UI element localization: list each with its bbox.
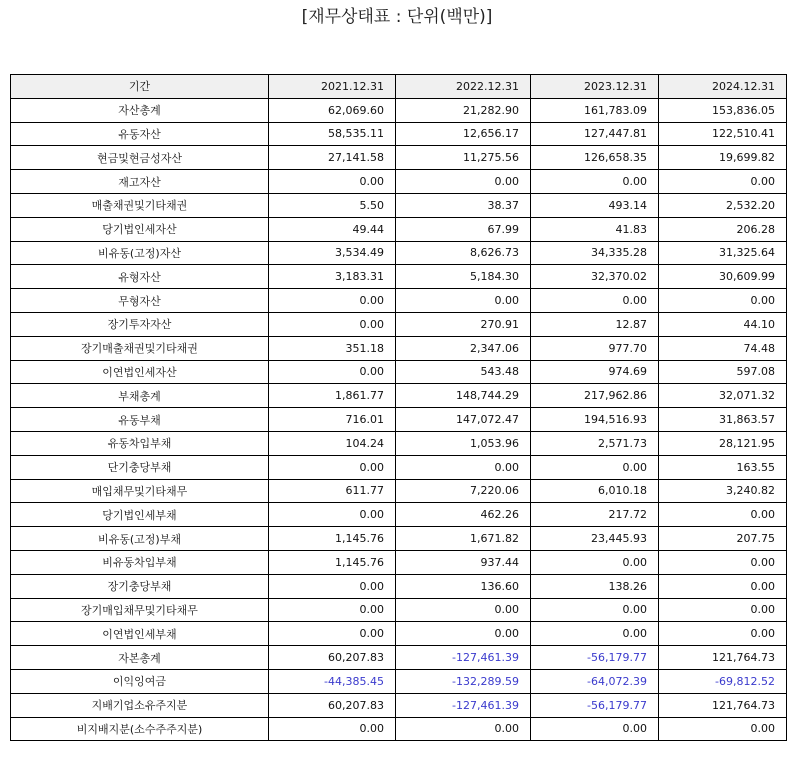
table-row [11,622,787,646]
value-cell: 206.28 [659,217,787,241]
value-cell: 0.00 [396,622,531,646]
row-label: 당기법인세부채 [11,503,269,527]
value-cell: 0.00 [269,170,396,194]
value-cell: 21,282.90 [396,98,531,122]
table-row [11,431,787,455]
value-cell: 147,072.47 [396,408,531,432]
value-cell: 0.00 [659,574,787,598]
row-label: 비유동(고정)자산 [11,241,269,265]
value-cell: 217.72 [531,503,659,527]
value-cell: 122,510.41 [659,122,787,146]
value-cell: 32,071.32 [659,384,787,408]
year-header: 2022.12.31 [396,75,531,99]
value-cell: 543.48 [396,360,531,384]
value-cell: 5,184.30 [396,265,531,289]
value-cell: 153,836.05 [659,98,787,122]
row-label: 부채총계 [11,384,269,408]
value-cell: 207.75 [659,527,787,551]
table-row [11,217,787,241]
table-row [11,717,787,741]
table-row [11,693,787,717]
value-cell: 27,141.58 [269,146,396,170]
value-cell: -56,179.77 [531,646,659,670]
row-label: 비유동(고정)부채 [11,527,269,551]
value-cell: 2,571.73 [531,431,659,455]
value-cell: 0.00 [396,455,531,479]
value-cell: 351.18 [269,336,396,360]
table-row [11,170,787,194]
value-cell: -44,385.45 [269,669,396,693]
value-cell: 11,275.56 [396,146,531,170]
value-cell: 1,671.82 [396,527,531,551]
row-label: 이익잉여금 [11,669,269,693]
value-cell: 0.00 [269,717,396,741]
value-cell: 937.44 [396,550,531,574]
value-cell: 0.00 [531,289,659,313]
value-cell: 0.00 [531,170,659,194]
value-cell: 462.26 [396,503,531,527]
value-cell: 1,053.96 [396,431,531,455]
table-row [11,360,787,384]
value-cell: 6,010.18 [531,479,659,503]
value-cell: 104.24 [269,431,396,455]
year-header: 2023.12.31 [531,75,659,99]
value-cell: 163.55 [659,455,787,479]
period-header: 기간 [11,75,269,99]
value-cell: 12.87 [531,312,659,336]
row-label: 장기투자자산 [11,312,269,336]
value-cell: 2,532.20 [659,193,787,217]
value-cell: 0.00 [659,622,787,646]
value-cell: 30,609.99 [659,265,787,289]
value-cell: 0.00 [269,503,396,527]
value-cell: -127,461.39 [396,646,531,670]
value-cell: 493.14 [531,193,659,217]
value-cell: 0.00 [531,455,659,479]
value-cell: 138.26 [531,574,659,598]
value-cell: -56,179.77 [531,693,659,717]
value-cell: 0.00 [269,360,396,384]
value-cell: 38.37 [396,193,531,217]
row-label: 유형자산 [11,265,269,289]
value-cell: 41.83 [531,217,659,241]
table-row [11,98,787,122]
value-cell: 1,861.77 [269,384,396,408]
row-label: 자산총계 [11,98,269,122]
table-row [11,574,787,598]
value-cell: 611.77 [269,479,396,503]
value-cell: 74.48 [659,336,787,360]
value-cell: 62,069.60 [269,98,396,122]
row-label: 비유동차입부채 [11,550,269,574]
value-cell: -69,812.52 [659,669,787,693]
value-cell: -132,289.59 [396,669,531,693]
table-row [11,336,787,360]
year-header: 2021.12.31 [269,75,396,99]
value-cell: 0.00 [269,574,396,598]
value-cell: 32,370.02 [531,265,659,289]
value-cell: 0.00 [659,717,787,741]
value-cell: 0.00 [269,622,396,646]
value-cell: 161,783.09 [531,98,659,122]
value-cell: 270.91 [396,312,531,336]
table-row [11,146,787,170]
table-row [11,289,787,313]
value-cell: 0.00 [531,717,659,741]
value-cell: 58,535.11 [269,122,396,146]
value-cell: 0.00 [531,598,659,622]
value-cell: 136.60 [396,574,531,598]
value-cell: 3,240.82 [659,479,787,503]
table-row [11,384,787,408]
row-label: 단기충당부채 [11,455,269,479]
value-cell: 0.00 [269,455,396,479]
value-cell: 60,207.83 [269,693,396,717]
table-row [11,408,787,432]
value-cell: 31,863.57 [659,408,787,432]
row-label: 이연법인세부채 [11,622,269,646]
row-label: 장기매입채무및기타채무 [11,598,269,622]
value-cell: 1,145.76 [269,527,396,551]
value-cell: 974.69 [531,360,659,384]
value-cell: -127,461.39 [396,693,531,717]
value-cell: 0.00 [659,170,787,194]
year-header: 2024.12.31 [659,75,787,99]
row-label: 매입채무및기타채무 [11,479,269,503]
balance-sheet-table [10,74,787,741]
value-cell: 126,658.35 [531,146,659,170]
value-cell: 0.00 [269,289,396,313]
value-cell: 0.00 [531,550,659,574]
table-row [11,550,787,574]
value-cell: 127,447.81 [531,122,659,146]
table-row [11,646,787,670]
value-cell: 121,764.73 [659,693,787,717]
row-label: 이연법인세자산 [11,360,269,384]
value-cell: 19,699.82 [659,146,787,170]
table-row [11,598,787,622]
table-row [11,193,787,217]
header-row [11,75,787,99]
value-cell: 0.00 [396,289,531,313]
value-cell: 31,325.64 [659,241,787,265]
value-cell: 28,121.95 [659,431,787,455]
table-header [11,75,787,99]
row-label: 유동부채 [11,408,269,432]
value-cell: 148,744.29 [396,384,531,408]
value-cell: 1,145.76 [269,550,396,574]
value-cell: 0.00 [396,717,531,741]
table-body [11,98,787,741]
value-cell: 0.00 [396,170,531,194]
value-cell: 5.50 [269,193,396,217]
value-cell: 0.00 [659,503,787,527]
value-cell: 977.70 [531,336,659,360]
value-cell: 716.01 [269,408,396,432]
row-label: 자본총계 [11,646,269,670]
row-label: 당기법인세자산 [11,217,269,241]
value-cell: 0.00 [659,550,787,574]
table-row [11,669,787,693]
value-cell: 60,207.83 [269,646,396,670]
value-cell: 3,183.31 [269,265,396,289]
value-cell: 8,626.73 [396,241,531,265]
row-label: 장기매출채권및기타채권 [11,336,269,360]
value-cell: 0.00 [269,312,396,336]
value-cell: 2,347.06 [396,336,531,360]
table-row [11,479,787,503]
value-cell: 0.00 [396,598,531,622]
value-cell: 597.08 [659,360,787,384]
table-row [11,265,787,289]
row-label: 매출채권및기타채권 [11,193,269,217]
value-cell: 0.00 [531,622,659,646]
table-row [11,527,787,551]
page-title: [재무상태표 : 단위(백만)] [301,7,493,27]
table-row [11,241,787,265]
value-cell: 0.00 [269,598,396,622]
value-cell: -64,072.39 [531,669,659,693]
table-row [11,312,787,336]
table-row [11,122,787,146]
row-label: 유동자산 [11,122,269,146]
row-label: 비지배지분(소수주주지분) [11,717,269,741]
row-label: 현금및현금성자산 [11,146,269,170]
table-row [11,455,787,479]
value-cell: 121,764.73 [659,646,787,670]
value-cell: 217,962.86 [531,384,659,408]
row-label: 무형자산 [11,289,269,313]
row-label: 유동차입부채 [11,431,269,455]
row-label: 재고자산 [11,170,269,194]
value-cell: 12,656.17 [396,122,531,146]
value-cell: 49.44 [269,217,396,241]
row-label: 장기충당부채 [11,574,269,598]
value-cell: 194,516.93 [531,408,659,432]
table-row [11,503,787,527]
value-cell: 3,534.49 [269,241,396,265]
value-cell: 23,445.93 [531,527,659,551]
value-cell: 0.00 [659,598,787,622]
value-cell: 7,220.06 [396,479,531,503]
value-cell: 44.10 [659,312,787,336]
value-cell: 0.00 [659,289,787,313]
value-cell: 34,335.28 [531,241,659,265]
value-cell: 67.99 [396,217,531,241]
row-label: 지배기업소유주지분 [11,693,269,717]
